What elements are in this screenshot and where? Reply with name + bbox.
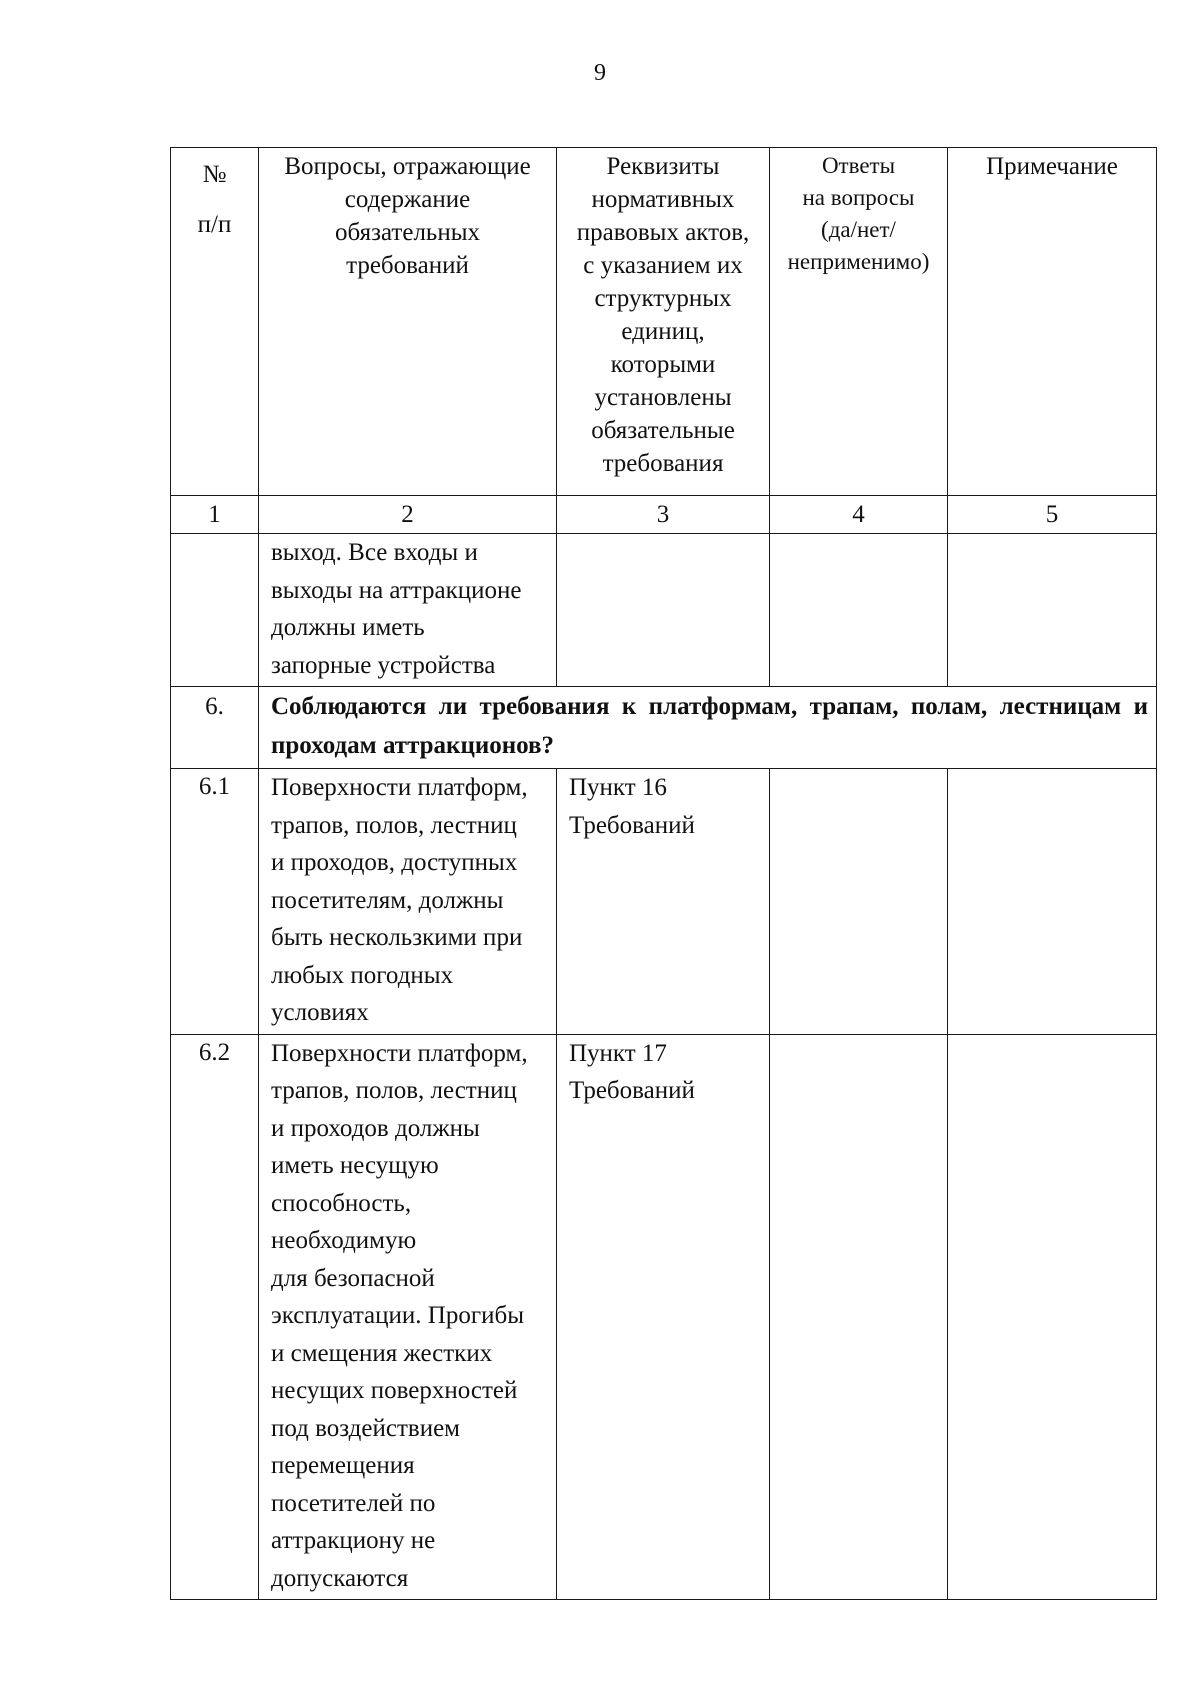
- page-number: 9: [594, 60, 606, 86]
- section-row: [171, 687, 1157, 769]
- header-note: [948, 148, 1157, 496]
- table-row-continuation: [171, 534, 1157, 687]
- header-question-label: Вопросы, отражающие содержание обязательных требований: [284, 153, 531, 279]
- row-answer: [770, 1034, 948, 1600]
- header-answers-label: Ответы на вопросы (да/нет/ неприменимо): [787, 153, 930, 274]
- column-number-1: 1: [171, 496, 259, 534]
- header-number: [171, 148, 259, 496]
- column-number-2: 2: [259, 496, 557, 534]
- row-number: 6.1: [171, 769, 259, 1035]
- table-header-row: [171, 148, 1157, 496]
- checklist-table: [170, 147, 1157, 1600]
- row-note: [948, 1034, 1157, 1600]
- column-number-row: [171, 496, 1157, 534]
- row-requisite-text: Пункт 16 Требований: [569, 774, 695, 839]
- header-requisites: [557, 148, 770, 496]
- row-number: 6.2: [171, 1034, 259, 1600]
- row-question: [259, 1034, 557, 1600]
- column-number-5: 5: [948, 496, 1157, 534]
- column-number-3: 3: [557, 496, 770, 534]
- row-requisite: [557, 1034, 770, 1600]
- row-note: [948, 769, 1157, 1035]
- table-row: [171, 769, 1157, 1035]
- row-answer: [770, 769, 948, 1035]
- row-question-text: Поверхности платформ, трапов, полов, лестниц и проходов, доступных посетителям, должны быть нескользкими при любых погодных условиях: [271, 774, 528, 1026]
- continuation-answer: [770, 534, 948, 687]
- header-note-label: Примечание: [986, 153, 1118, 180]
- continuation-number: [171, 534, 259, 687]
- table-row: [171, 1034, 1157, 1600]
- row-requisite: [557, 769, 770, 1035]
- continuation-question: [259, 534, 557, 687]
- row-question-text: Поверхности платформ, трапов, полов, лестниц и проходов должны иметь несущую способность, необходимую для безопасной эксплуатации. Прогибы и смещения жестких несущих поверхностей под воздействием перемещения посетителей по аттракциону не допускаются: [271, 1039, 528, 1592]
- column-number-4: 4: [770, 496, 948, 534]
- continuation-requisite: [557, 534, 770, 687]
- section-number: 6.: [171, 687, 259, 769]
- continuation-note: [948, 534, 1157, 687]
- section-title: Соблюдаются ли требования к платформам, трапам, полам, лестницам и проходам аттракционов?: [259, 687, 1157, 769]
- row-question: [259, 769, 557, 1035]
- header-requisites-label: Реквизиты нормативных правовых актов, с указанием их структурных единиц, которыми установлены обязательные требования: [576, 153, 750, 477]
- header-answers: [770, 148, 948, 496]
- header-number-label: № п/п: [197, 161, 232, 238]
- header-question: [259, 148, 557, 496]
- row-requisite-text: Пункт 17 Требований: [569, 1039, 695, 1104]
- continuation-question-text: выход. Все входы и выходы на аттракционе должны иметь запорные устройства: [271, 539, 522, 679]
